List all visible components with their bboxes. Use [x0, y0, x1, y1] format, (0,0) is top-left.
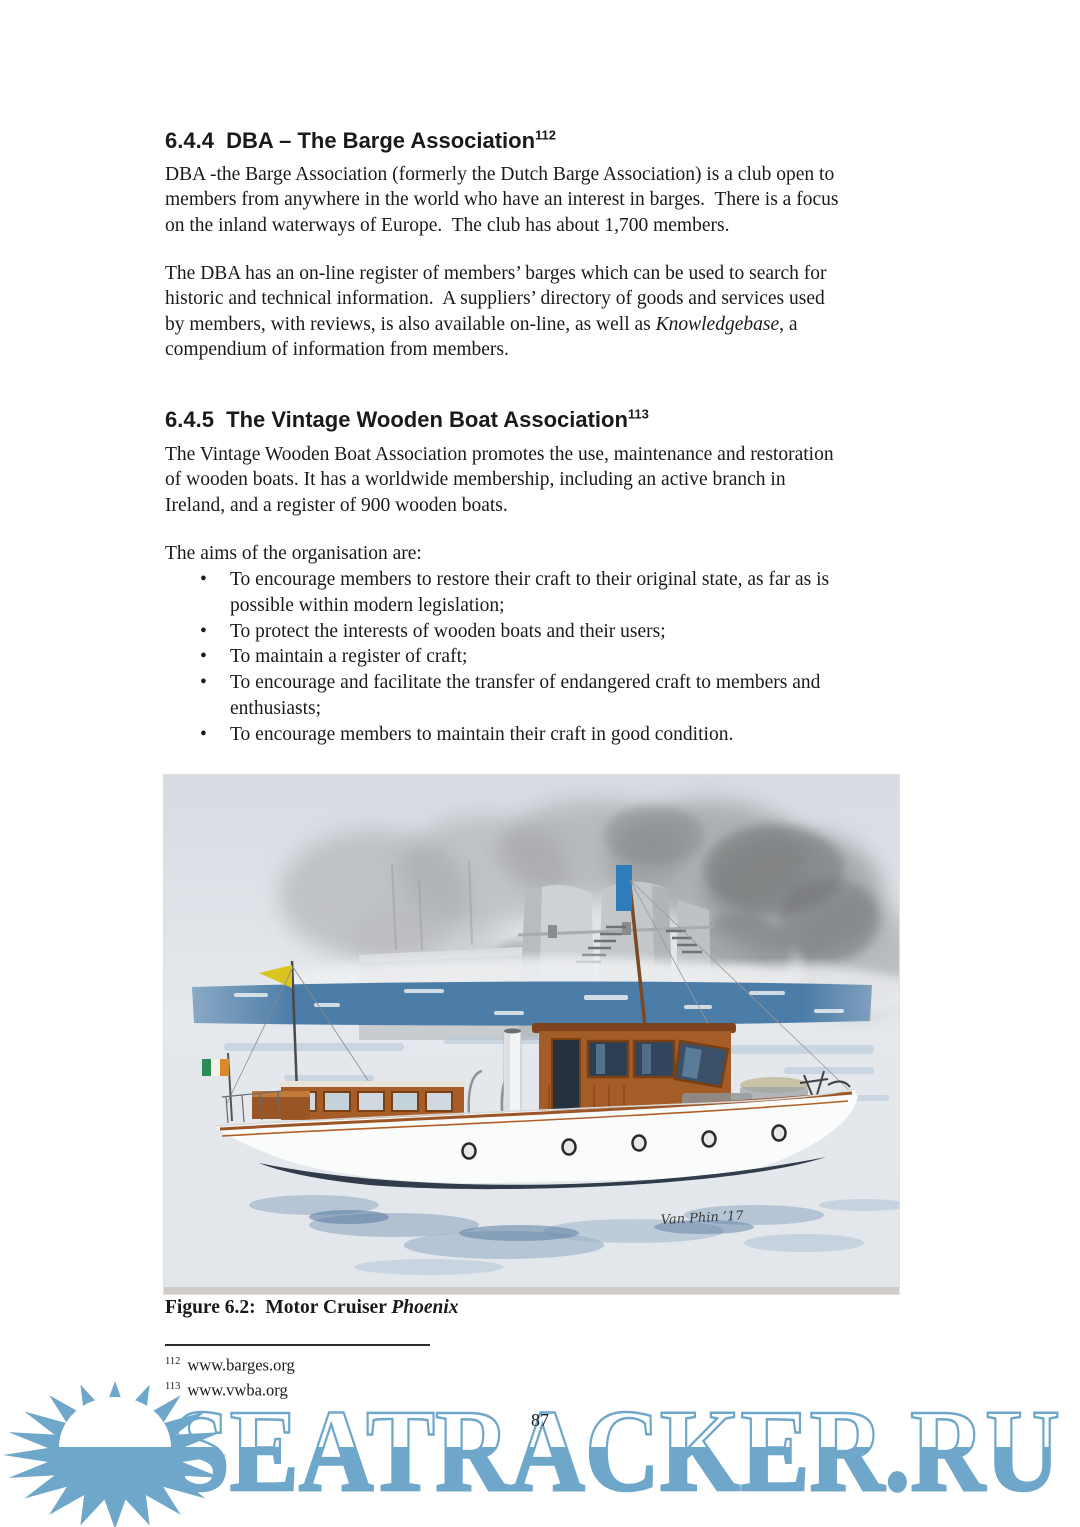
aims-item: • To encourage and facilitate the transfer of endangered craft to members and enthusiasts;	[165, 670, 917, 722]
paragraph-644-2a: The DBA has an on-line register of members’ barges which can be used to search for historic and technical information. A suppliers’ directory of goods and services used	[165, 263, 827, 310]
motor-cruiser-painting	[164, 775, 899, 1294]
aims-intro: The aims of the organisation are:	[165, 543, 422, 564]
figure-caption-label: Figure 6.2: Motor Cruiser	[165, 1297, 392, 1318]
section-heading-644	[165, 128, 917, 153]
section-heading-645	[165, 407, 917, 432]
footnote-112-url: www.barges.org	[187, 1355, 295, 1375]
footnote-112-marker: 112	[165, 1356, 181, 1367]
knowledgebase-italic: Knowledgebase	[655, 313, 780, 335]
paragraph-644-2b-post: , a	[779, 313, 798, 335]
footnote-113-marker: 113	[165, 1381, 181, 1392]
aims-item: • To encourage members to maintain their craft in good condition.	[165, 722, 917, 748]
artist-signature: Van Phin ’17	[660, 1208, 745, 1228]
aims-item: • To maintain a register of craft;	[165, 644, 917, 670]
aims-list	[165, 567, 917, 748]
paragraph-644-1: DBA -the Barge Association (formerly the Dutch Barge Association) is a club open to members from anywhere in the world who have an interest in barges. There is a focus on the inland waterways of Europe. The club has about 1,700 members.	[165, 164, 839, 236]
stern-ensign	[202, 1059, 229, 1076]
watermark-text: SEATRACKER.RU	[172, 1385, 1060, 1516]
aft-cabin-windows	[290, 1092, 452, 1111]
paragraph-644-2b-pre: by members, with reviews, is also available on-line, as well as	[165, 313, 656, 335]
figure-caption-boat-name: Phoenix	[391, 1297, 459, 1318]
heading-644-footnote-ref: 112	[535, 127, 557, 143]
footnote-rule	[165, 1344, 430, 1346]
figure-caption	[165, 1297, 917, 1319]
heading-645-footnote-ref: 113	[627, 406, 649, 422]
heading-645-text: 6.4.5 The Vintage Wooden Boat Association	[165, 407, 628, 432]
figure-image	[163, 774, 900, 1295]
footnote-113-url: www.vwba.org	[187, 1380, 288, 1400]
paragraph-644-2	[165, 261, 917, 362]
paragraph-645-1: The Vintage Wooden Boat Association promotes the use, maintenance and restoration of wooden boats. It has a worldwide membership, including an active branch in Ireland, and a register of 900 wooden boats.	[165, 444, 834, 516]
seatracker-watermark	[0, 1360, 1080, 1527]
aims-item: • To encourage members to restore their craft to their original state, as far as is possible within modern legislation;	[165, 567, 917, 619]
aims-item: • To protect the interests of wooden boats and their users;	[165, 619, 917, 645]
page-number: 87	[531, 1410, 549, 1430]
paragraph-644-2c: compendium of information from members.	[165, 338, 509, 360]
heading-644-text: 6.4.4 DBA – The Barge Association	[165, 128, 536, 153]
